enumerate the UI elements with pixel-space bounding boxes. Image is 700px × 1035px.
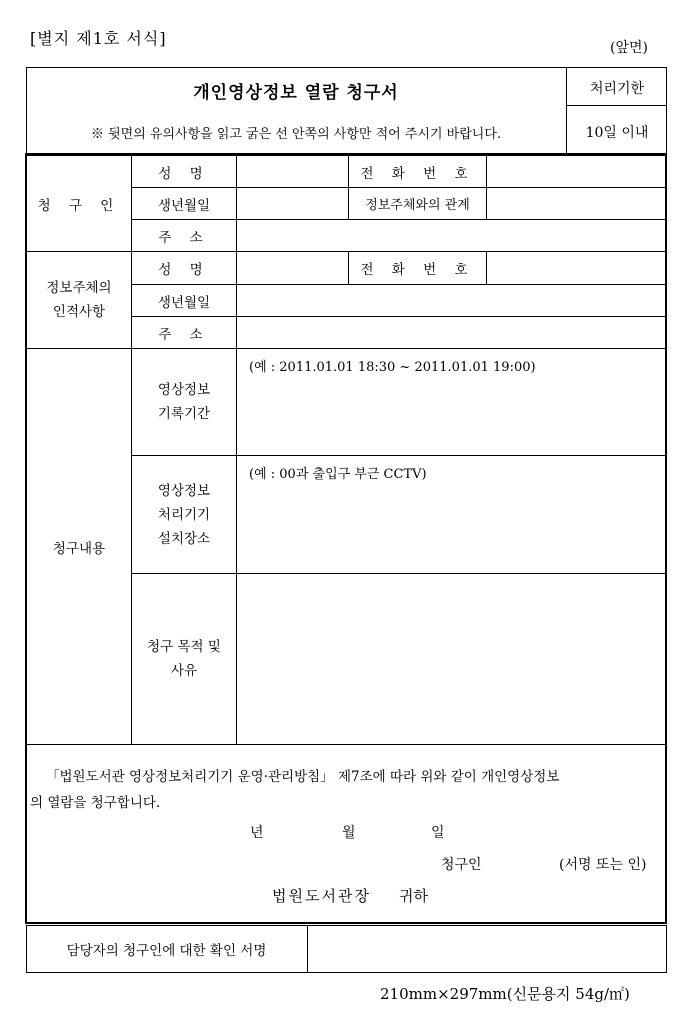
officer-confirm-label: 담당자의 청구인에 대한 확인 서명 [66, 943, 267, 959]
subject-address-label: 주 소 [132, 317, 237, 349]
declaration-line-2: 의 열람을 청구합니다. [30, 795, 161, 811]
officer-signature-field[interactable] [308, 926, 666, 972]
subject-name-field[interactable] [237, 252, 349, 285]
addressee-label: 법원도서관장 [272, 887, 371, 905]
purpose-line2: 사유 [170, 663, 198, 679]
requester-birth-label: 생년월일 [132, 188, 237, 220]
requester-name-label: 성 명 [132, 156, 237, 188]
subject-name-label: 성 명 [132, 252, 237, 285]
date-year-label: 년 [250, 825, 264, 841]
request-section-label: 청구내용 [27, 349, 132, 745]
record-period-line2: 기록기간 [157, 406, 211, 422]
record-period-label [132, 349, 237, 456]
device-location-line1: 영상정보 [157, 482, 211, 499]
subject-phone-field[interactable] [487, 252, 667, 285]
purpose-label [132, 574, 237, 745]
purpose-field[interactable] [237, 574, 667, 745]
declaration-line-1: 「법원도서관 영상정보처리기기 운영·관리방침」 제7조에 따라 위와 같이 개인영상정보 [46, 769, 560, 785]
paper-spec: 210mm×297mm(신문용지 54g/㎡) [380, 985, 630, 1003]
requester-phone-field[interactable] [487, 156, 667, 188]
device-location-line3: 설치장소 [157, 530, 211, 547]
requester-address-field[interactable] [237, 220, 667, 252]
requester-name-field[interactable] [237, 156, 349, 188]
device-location-label [132, 456, 237, 574]
form-number-label: [별지 제1호 서식] [30, 29, 167, 48]
page-side-label: (앞면) [610, 40, 648, 56]
form-title: 개인영상정보 열람 청구서 [193, 82, 399, 103]
subject-section-line2: 인적사항 [52, 304, 106, 320]
subject-section-label [27, 252, 132, 349]
instruction-note: ※ 뒷면의 유의사항을 읽고 굵은 선 안쪽의 사항만 적어 주시기 바랍니다. [90, 126, 502, 142]
date-day-label: 일 [431, 825, 445, 841]
signer-label: 청구인 [441, 857, 482, 873]
device-location-line2: 처리기기 [157, 506, 211, 523]
subject-birth-label: 생년월일 [132, 285, 237, 317]
record-period-line1: 영상정보 [157, 382, 211, 398]
requester-address-label: 주 소 [132, 220, 237, 252]
subject-section-line1: 정보주체의 [46, 280, 112, 296]
signature-label: (서명 또는 인) [559, 857, 647, 873]
subject-address-field[interactable] [237, 317, 667, 349]
requester-relation-label: 정보주체와의 관계 [349, 188, 487, 220]
honorific-label: 귀하 [399, 887, 428, 905]
requester-section-label: 청 구 인 [27, 156, 132, 252]
request-form-table [26, 155, 667, 745]
subject-phone-label: 전 화 번 호 [349, 252, 487, 285]
record-period-field[interactable]: (예 : 2011.01.01 18:30 ~ 2011.01.01 19:00) [237, 349, 667, 456]
purpose-line1: 청구 목적 및 [147, 639, 221, 655]
requester-birth-field[interactable] [237, 188, 349, 220]
date-month-label: 월 [342, 825, 356, 841]
requester-relation-field[interactable] [487, 188, 667, 220]
processing-period-value: 10일 이내 [585, 125, 649, 141]
subject-birth-field[interactable] [237, 285, 667, 317]
requester-phone-label: 전 화 번 호 [349, 156, 487, 188]
processing-period-label: 처리기한 [589, 81, 645, 97]
device-location-field[interactable]: (예 : 00과 출입구 부근 CCTV) [237, 456, 667, 574]
